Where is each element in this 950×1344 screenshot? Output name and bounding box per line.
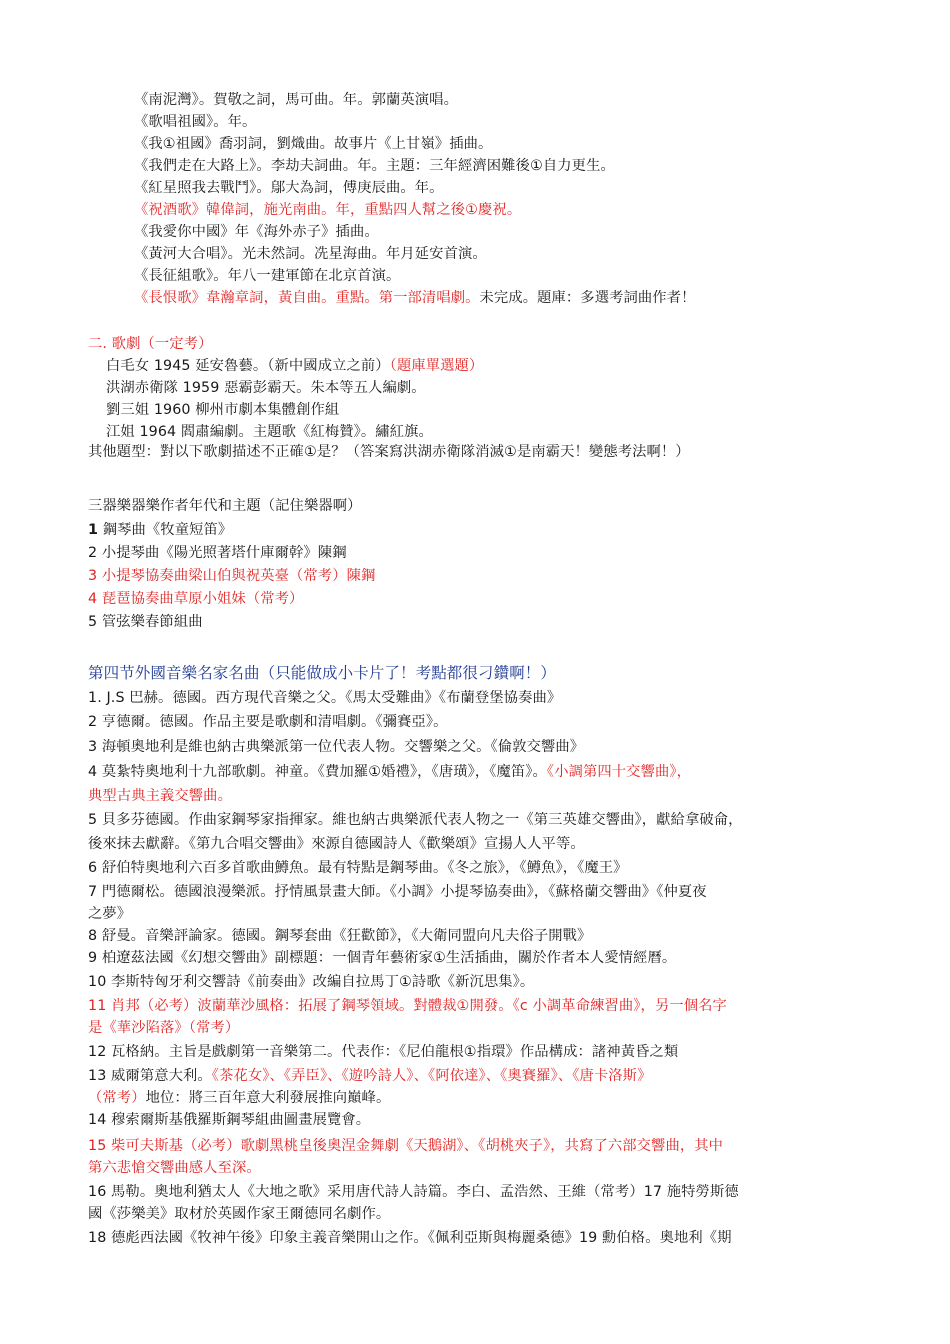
composer-text: 13 威爾第意大利。 xyxy=(88,1068,212,1084)
composer-text: 後來抹去獻辭。《第九合唱交響曲》來源自德國詩人《歡樂頌》宣揚人人平等。 xyxy=(88,836,585,852)
song-line: 《我①祖國》喬羽詞，劉熾曲。故事片《上甘嶺》插曲。 xyxy=(134,136,493,152)
composer-highlight-text: 《茶花女》、《弄臣》、《遊吟詩人》、《阿依達》、《奧賽羅》、《唐卡洛斯》 xyxy=(211,1068,652,1084)
opera-year: 1960 xyxy=(153,402,191,418)
composer-line xyxy=(88,1018,239,1038)
opera-desc: 閻肅編劇。主題歌《紅梅贊》。繡紅旗。 xyxy=(176,424,433,440)
item-text: 小提琴曲《陽光照著塔什庫爾幹》陳鋼 xyxy=(97,545,347,561)
composer-line xyxy=(88,1228,732,1248)
composer-line xyxy=(88,858,628,878)
composer-line xyxy=(88,904,131,924)
opera-item xyxy=(106,356,483,376)
opera-title: 白毛女 xyxy=(106,358,154,374)
opera-desc: 惡霸彭霸天。朱本等五人編劇。 xyxy=(219,380,426,396)
composer-line xyxy=(88,948,676,968)
item-number: 2 xyxy=(88,545,98,561)
opera-title: 劉三姐 xyxy=(106,402,154,418)
composer-line xyxy=(88,1110,370,1130)
instrumental-item xyxy=(88,520,232,540)
opera-desc: 柳州市劇本集體創作組 xyxy=(190,402,340,418)
composer-text: 10 李斯特匈牙利交響詩《前奏曲》改編自拉馬丁①詩歌《新沉思集》。 xyxy=(88,974,535,990)
composer-text: 12 瓦格納。主旨是戲劇第一音樂第二。代表作：《尼伯龍根①指環》作品構成：諸神黃昏之類 xyxy=(88,1044,679,1060)
composer-line xyxy=(88,810,743,830)
instrumental-item-highlight xyxy=(88,566,375,586)
opera-item xyxy=(106,378,426,398)
item-text: 鋼琴曲《牧童短笛》 xyxy=(98,522,233,538)
composer-line xyxy=(88,688,561,708)
item-text: 管弦樂春節組曲 xyxy=(97,614,203,630)
opera-year: 1945 xyxy=(153,358,191,374)
opera-title: 江姐 xyxy=(106,424,140,440)
song-line: 《南泥灣》。賀敬之詞，馬可曲。年。郭蘭英演唱。 xyxy=(134,92,458,108)
opera-other-question: 其他題型：對以下歌劇描述不正確①是？（答案寫洪湖赤衛隊消滅①是南霸天！變態考法啊！） xyxy=(88,444,690,460)
item-number: 3 xyxy=(88,568,98,584)
song-line-highlight: 《祝酒歌》韓偉詞，施光南曲。年，重點四人幫之後①慶祝。 xyxy=(134,202,522,218)
opera-item xyxy=(106,422,433,442)
composer-highlight-text: 典型古典主義交響曲。 xyxy=(88,788,232,804)
instrumental-item xyxy=(88,612,203,632)
composer-text: 8 舒曼。音樂評論家。德國。鋼琴套曲《狂歡節》，《大衛同盟向凡夫俗子開戰》 xyxy=(88,928,592,944)
composer-text: 7 門德爾松。德國浪漫樂派。抒情風景畫大師。《小調》小提琴協奏曲》，《蘇格蘭交響曲》《仲夏夜 xyxy=(88,884,707,900)
composer-text: 4 莫紮特奧地利十九部歌劇。神童。《費加羅①婚禮》，《唐璜》，《魔笛》。 xyxy=(88,764,547,780)
composer-line xyxy=(88,996,727,1016)
composer-line xyxy=(88,882,707,902)
item-number: 5 xyxy=(88,614,98,630)
song-line: 《歌唱祖國》。年。 xyxy=(134,114,257,130)
composer-text: 6 舒伯特奧地利六百多首歌曲鱒魚。最有特點是鋼琴曲。《冬之旅》，《鱒魚》，《魔王》 xyxy=(88,860,628,876)
composer-text: 地位：將三百年意大利發展推向巔峰。 xyxy=(145,1090,391,1106)
instrumental-item xyxy=(88,543,347,563)
composer-highlight-text: 《小調第四十交響曲》， xyxy=(546,764,692,780)
song-line: 《我們走在大路上》。李劫夫詞曲。年。主題：三年經濟困難後①自力更生。 xyxy=(134,158,615,174)
song-line-last xyxy=(134,288,695,308)
composer-highlight-text: 第六悲愴交響曲感人至深。 xyxy=(88,1160,261,1176)
opera-note: （題庫單選題） xyxy=(389,358,484,374)
composer-text: 2 亨德爾。德國。作品主要是歌劇和清唱劇。《彌賽亞》。 xyxy=(88,714,448,730)
song-line: 《紅星照我去戰鬥》。鄔大為詞，傅庚辰曲。年。 xyxy=(134,180,444,196)
song-line: 《我愛你中國》年《海外赤子》插曲。 xyxy=(134,224,379,240)
composer-line xyxy=(88,712,447,732)
composer-text: 之夢》 xyxy=(88,906,132,922)
composer-line xyxy=(88,1088,390,1108)
composer-highlight-text: 是《華沙陷落》（常考） xyxy=(88,1020,240,1036)
composer-line xyxy=(88,786,232,806)
item-number: 4 xyxy=(88,591,98,607)
item-number: 1 xyxy=(88,522,99,538)
composer-line xyxy=(88,1066,651,1086)
composer-text: 國《莎樂美》取材於英國作家王爾德同名劇作。 xyxy=(88,1206,391,1222)
section-heading-foreign: 第四节外國音樂名家名曲（只能做成小卡片了！考點都很刁鑽啊！） xyxy=(88,664,557,682)
composer-line xyxy=(88,762,691,782)
composer-line xyxy=(88,834,585,854)
composer-text: 9 柏遼茲法國《幻想交響曲》副標題：一個青年藝術家①生活插曲，關於作者本人愛情經曆。 xyxy=(88,950,677,966)
composer-line xyxy=(88,1204,390,1224)
song-line-highlight-part: 《長恨歌》韋瀚章詞，黃自曲。重點。第一部清唱劇。 xyxy=(134,290,480,306)
opera-item xyxy=(106,400,339,420)
song-line-note-part: 未完成。題庫：多選考詞曲作者！ xyxy=(479,290,696,306)
composer-text: 3 海頓奧地利是維也納古典樂派第一位代表人物。交響樂之父。《倫敦交響曲》 xyxy=(88,739,585,755)
section-heading-opera: 二. 歌劇（一定考） xyxy=(88,336,213,352)
instrumental-item-highlight xyxy=(88,589,303,609)
composer-line xyxy=(88,1042,678,1062)
section-heading-instrumental: 三器樂器樂作者年代和主題（記住樂器啊） xyxy=(88,498,362,514)
composer-highlight-text: 15 柴可夫斯基（必考）歌劇黑桃皇後奧涅金舞劇《天鵝湖》、《胡桃夾子》，共寫了六部交響曲，其中 xyxy=(88,1138,724,1154)
item-text: 琵琶協奏曲草原小姐妹（常考） xyxy=(97,591,304,607)
song-line: 《長征組歌》。年八一建軍節在北京首演。 xyxy=(134,268,401,284)
composer-line xyxy=(88,1136,723,1156)
composer-line xyxy=(88,1158,261,1178)
composer-text: 1. J.S 巴赫。德國。西方現代音樂之父。《馬太受難曲》《布蘭登堡協奏曲》 xyxy=(88,690,562,706)
item-text: 小提琴協奏曲梁山伯與祝英臺（常考）陳鋼 xyxy=(97,568,376,584)
opera-desc: 延安魯藝。（新中國成立之前） xyxy=(190,358,390,374)
opera-title: 洪湖赤衛隊 xyxy=(106,380,183,396)
opera-year: 1964 xyxy=(139,424,177,440)
composer-line xyxy=(88,972,534,992)
composer-line xyxy=(88,737,584,757)
composer-text: 5 貝多芬德國。作曲家鋼琴家指揮家。維也納古典樂派代表人物之一《第三英雄交響曲》，獻給拿破侖， xyxy=(88,812,743,828)
composer-text: 18 德彪西法國《牧神午後》印象主義音樂開山之作。《佩利亞斯與梅麗桑德》19 勳伯格。奧地利《期 xyxy=(88,1230,732,1246)
composer-text: 14 穆索爾斯基俄羅斯鋼琴組曲圖畫展覽會。 xyxy=(88,1112,371,1128)
composer-highlight-text: 11 肖邦（必考）波蘭華沙風格：拓展了鋼琴領域。對體裁①開發。《c 小調革命練習曲》，另一個名字 xyxy=(88,998,727,1014)
opera-year: 1959 xyxy=(182,380,220,396)
composer-highlight-text: （常考） xyxy=(88,1090,146,1106)
song-line: 《黃河大合唱》。光未然詞。冼星海曲。年月延安首演。 xyxy=(134,246,487,262)
composer-text: 16 馬勒。奧地利猶太人《大地之歌》采用唐代詩人詩篇。李白、孟浩然、王維（常考）17 施特勞斯德 xyxy=(88,1184,739,1200)
composer-line xyxy=(88,926,591,946)
composer-line xyxy=(88,1182,739,1202)
